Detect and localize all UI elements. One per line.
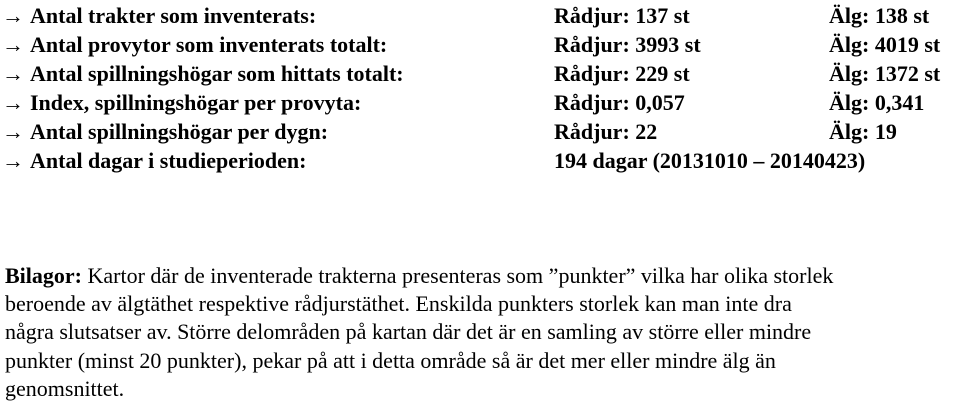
bilagor-line: punkter (minst 20 punkter), pekar på att i detta område så är det mer eller mindre älg än (5, 347, 776, 373)
period-value: 194 dagar (20131010 – 20140423) (554, 148, 866, 173)
row-label: Antal dagar i studieperioden: (30, 148, 307, 173)
alg-value: Älg: 1372 st (829, 61, 941, 86)
arrow-right-icon: → (2, 119, 24, 144)
arrow-right-icon: → (2, 148, 24, 173)
row-label: Antal spillningshögar som hittats totalt: (30, 61, 404, 86)
row-label: Antal provytor som inventerats totalt: (30, 32, 388, 57)
radjur-value: Rådjur: 22 (554, 119, 658, 144)
bilagor-paragraph (5, 262, 955, 403)
alg-value: Älg: 19 (829, 119, 897, 144)
arrow-right-icon: → (2, 61, 24, 86)
bilagor-line: några slutsatser av. Större delområden på kartan där det är en samling av större eller mindre (5, 319, 812, 345)
bilagor-line: genomsnittet. (5, 375, 125, 401)
row-label: Antal trakter som inventerats: (30, 3, 317, 28)
bilagor-lead: Bilagor: (5, 263, 82, 288)
bilagor-line (5, 262, 955, 290)
row-label: Index, spillningshögar per provyta: (30, 90, 362, 115)
bilagor-text: Kartor där de inventerade trakterna presenteras som ”punkter” vilka har olika storlek (82, 263, 834, 288)
arrow-right-icon: → (2, 3, 24, 28)
radjur-value: Rådjur: 0,057 (554, 90, 685, 115)
radjur-value: Rådjur: 229 st (554, 61, 690, 86)
row-label: Antal spillningshögar per dygn: (30, 119, 329, 144)
bilagor-line: beroende av älgtäthet respektive rådjurstäthet. Enskilda punkters storlek kan man inte dra (5, 291, 792, 317)
arrow-right-icon: → (2, 32, 24, 57)
radjur-value: Rådjur: 137 st (554, 3, 690, 28)
arrow-right-icon: → (2, 90, 24, 115)
radjur-value: Rådjur: 3993 st (554, 32, 701, 57)
alg-value: Älg: 138 st (829, 3, 930, 28)
alg-value: Älg: 0,341 (829, 90, 925, 115)
alg-value: Älg: 4019 st (829, 32, 941, 57)
